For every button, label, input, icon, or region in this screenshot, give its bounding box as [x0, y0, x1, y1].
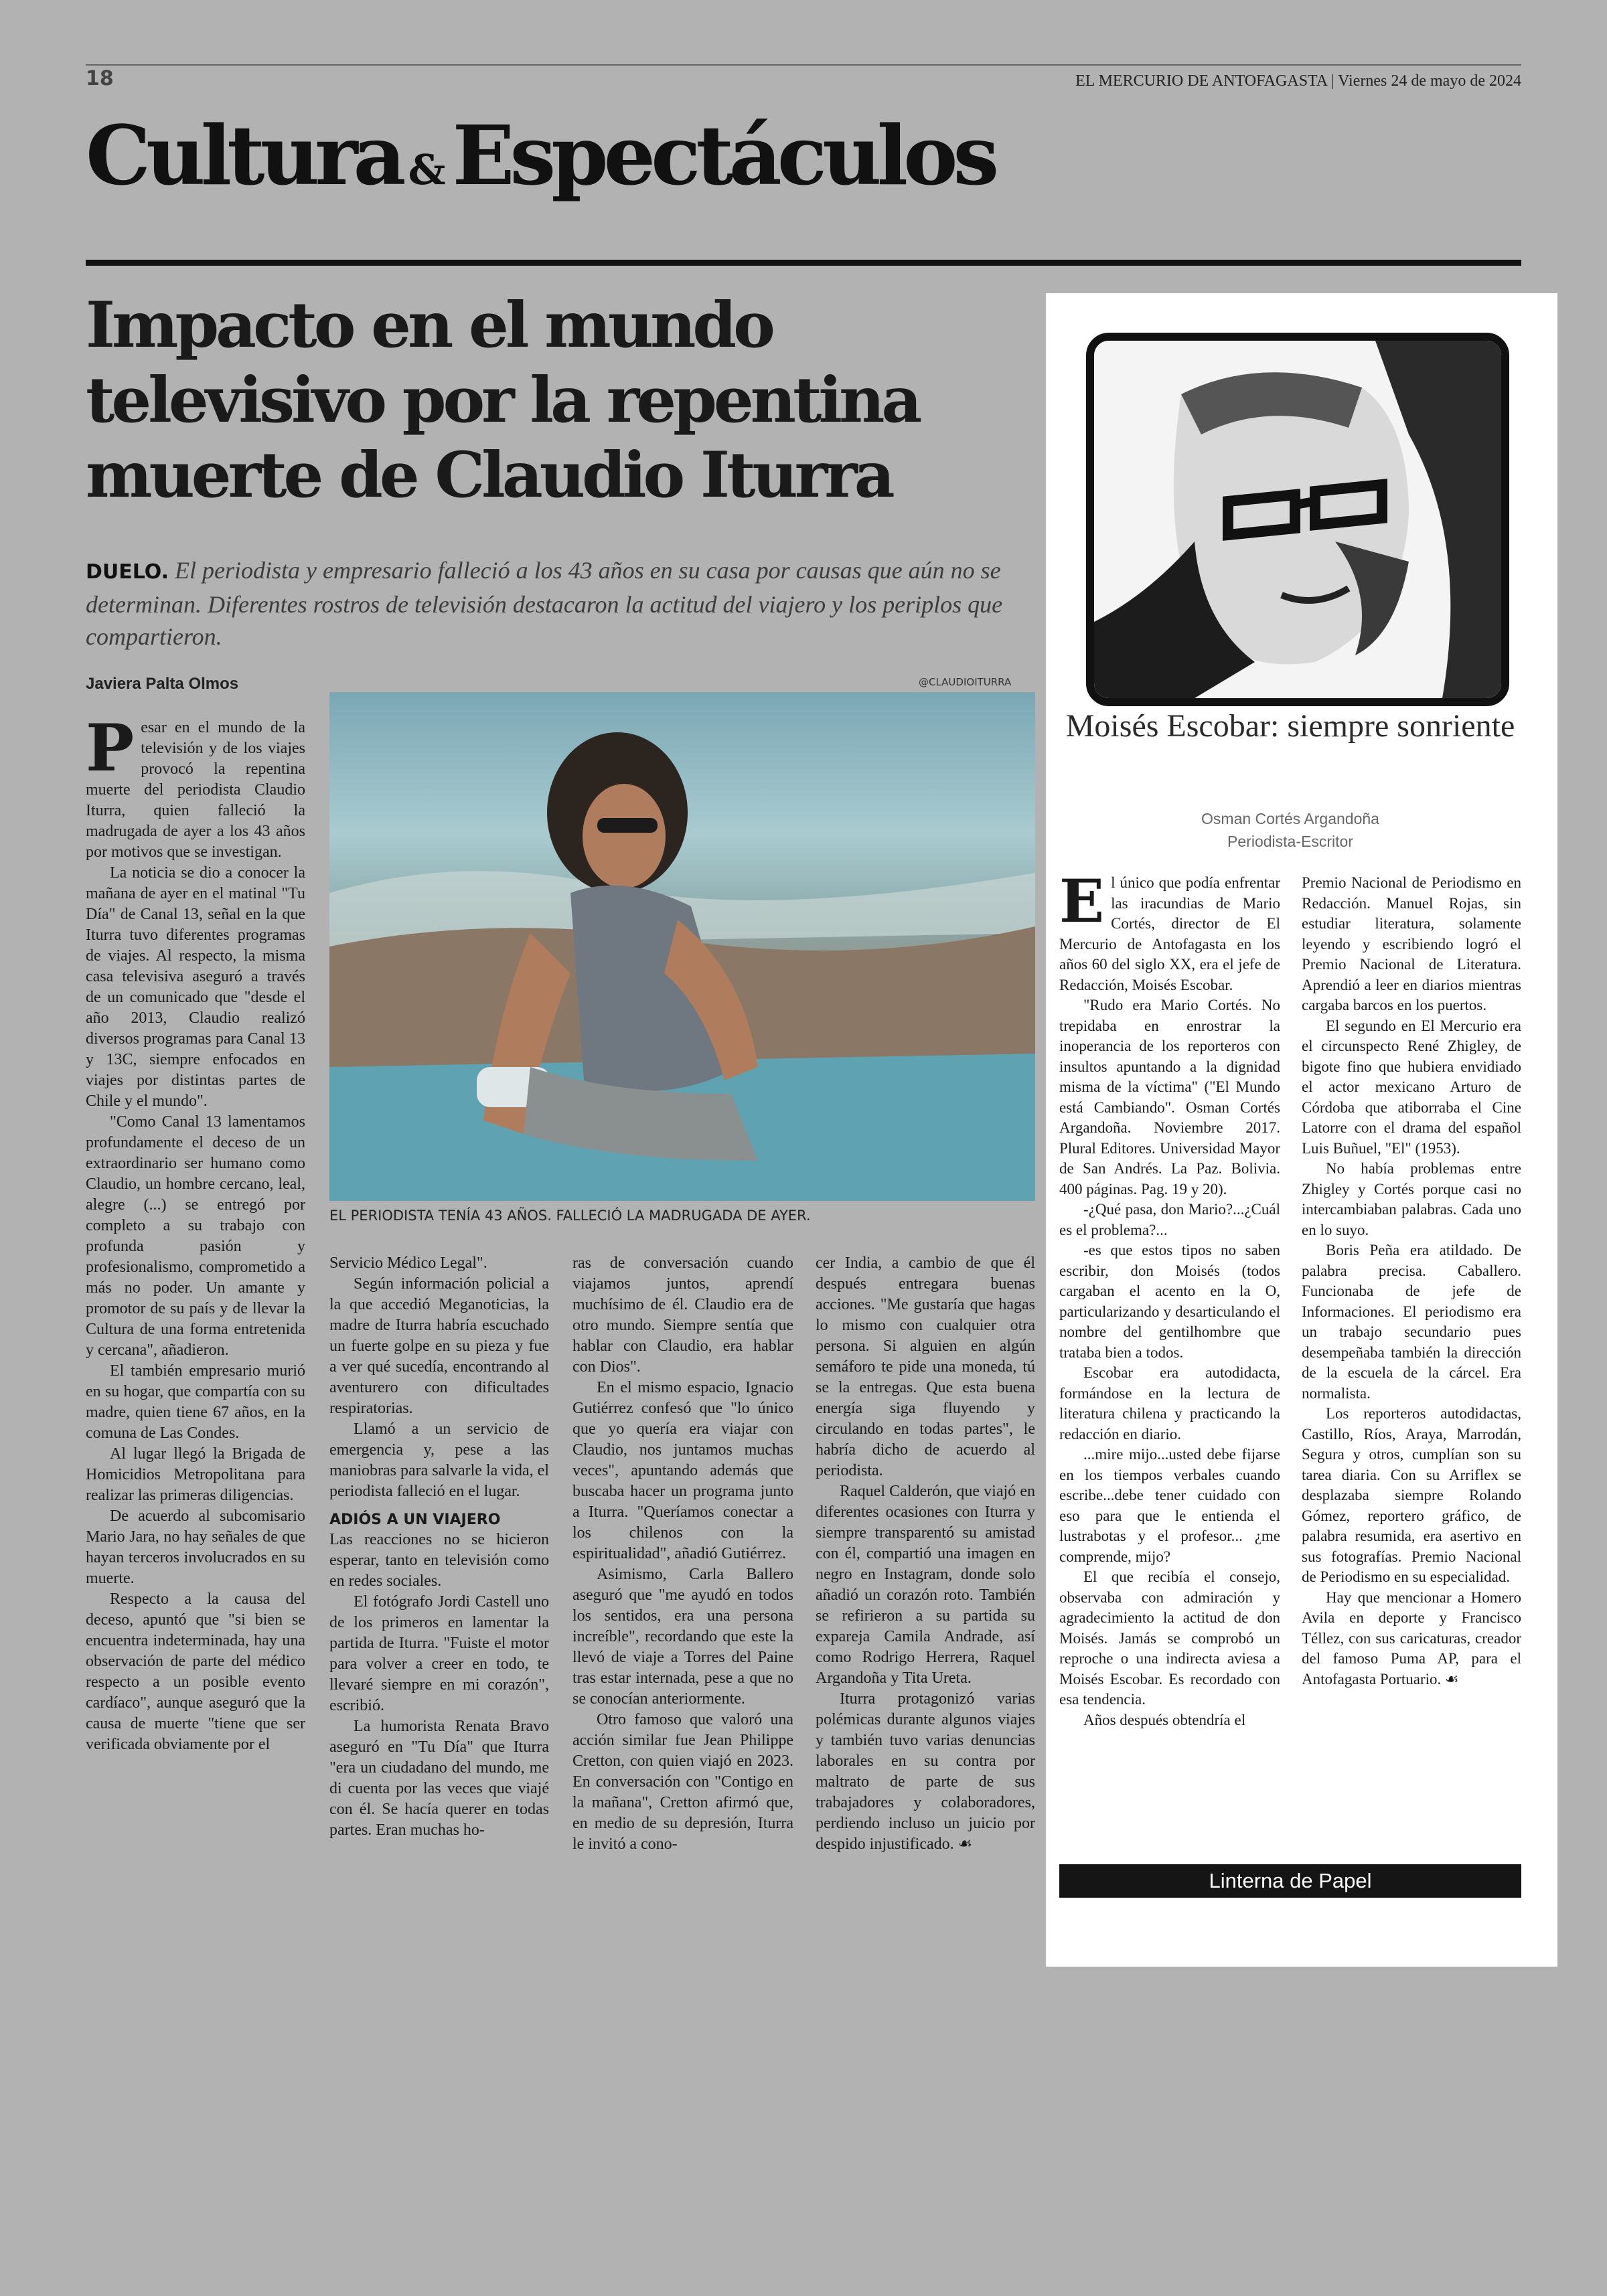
portrait-illustration: [1094, 341, 1501, 698]
paragraph: Llamó a un servicio de emergencia y, pese a las maniobras para salvarle la vida, el periodista falleció en el lugar.: [329, 1420, 549, 1500]
paragraph: -es que estos tipos no saben escribir, don Moisés (todos cargaban el acento en la O, particularizando y desarticulando el nombre del gentilhombre que trataba bien a todos.: [1059, 1242, 1280, 1361]
paragraph: Respecto a la causa del deceso, apuntó que "si bien se encuentra indeterminada, hay una observación de parte del médico respecto a un posible evento cardíaco", aunque aseguró que la causa de muerte "tiene que ser verificada obviamente por el: [86, 1590, 305, 1753]
column-drop-cap: E: [1059, 866, 1105, 936]
paragraph: La noticia se dio a conocer la mañana de ayer en el matinal "Tu Día" de Canal 13, señal en la que Iturra tuvo diferentes programas de viajes. Al respecto, la misma casa televisiva aseguró a través de un comunicado que "desde el año 2013, Claudio realizó diversos programas para Canal 13 y 13C, siempre enfocados en viajes por distintas partes de Chile y el mundo".: [86, 864, 305, 1110]
column-byline: [1059, 807, 1521, 853]
paragraph: "Rudo era Mario Cortés. No trepidaba en enrostrar la inoperancia de los reporteros con insultos apuntando a la dignidad misma de la víctima" ("El Mundo está Cambiando". Osman Cortés Argandoña. Noviembre 2017. Plural Editores. Universidad Mayor de San Andrés. La Paz. Bolivia. 400 páginas. Pag. 19 y 20).: [1059, 997, 1280, 1198]
article-photo: [329, 692, 1035, 1201]
paragraph: No había problemas entre Zhigley y Cortés porque casi no intercambiaban palabras. Cada uno en lo suyo.: [1302, 1160, 1521, 1238]
article-author: Javiera Palta Olmos: [86, 675, 239, 693]
author-portrait: [1086, 333, 1509, 706]
paragraph: El segundo en El Mercurio era el circunspecto René Zhigley, de bigote fino que hubiera envidiado el actor mexicano Arturo de Córdoba que atiborraba el Cine Latorre con el drama del español Luis Buñuel, "El" (1953).: [1302, 1017, 1521, 1157]
column-footer-bar: Linterna de Papel: [1059, 1864, 1521, 1898]
paragraph: De acuerdo al subcomisario Mario Jara, no hay señales de que hayan terceros involucrados en su muerte.: [86, 1507, 305, 1587]
paragraph: Al lugar llegó la Brigada de Homicidios Metropolitana para realizar las primeras diligencias.: [86, 1445, 305, 1504]
article-lead-text: El periodista y empresario falleció a los 43 años en su casa por causas que aún no se determinan. Diferentes rostros de televisión destacaron la actitud del viajero y los periplos que compartieron.: [86, 557, 1003, 650]
article-headline: Impacto en el mundo televisivo por la repentina muerte de Claudio Iturra: [86, 289, 919, 512]
paragraph: ...mire mijo...usted debe fijarse en los tiempos verbales cuando escribe...debe tener cuidado con eso para que le entienda el lustrabotas y el profesor... ¿me comprende, mijo?: [1059, 1446, 1280, 1565]
article-column-1: [86, 710, 305, 1755]
column-author-role: Periodista-Escritor: [1227, 833, 1353, 850]
paragraph: ras de conversación cuando viajamos juntos, aprendí muchísimo de él. Claudio era de otro mundo. Siempre sentía que hablar con Claudio, era hablar con Dios".: [572, 1254, 793, 1376]
paragraph: "Como Canal 13 lamentamos profundamente el deceso de un extraordinario ser humano como Claudio, un hombre cercano, leal, alegre (...) se entregó por completo a su trabajo con profunda pasión y profesionalismo, comprometido a más no poder. Un amante y promotor de su país y de llevar la Cultura de una forma entretenida y cercana", añadieron.: [86, 1113, 305, 1359]
column-title: Moisés Escobar: siempre sonriente: [1065, 708, 1515, 744]
paragraph: Según información policial a la que accedió Meganoticias, la madre de Iturra habría escuchado un fuerte golpe en su pieza y fue a ver qué sucedía, encontrando al aventurero con dificultades respiratorias.: [329, 1275, 549, 1417]
article-column-3: [572, 1253, 793, 1855]
top-rule: [86, 64, 1521, 66]
paragraph: Escobar era autodidacta, formándose en la lectura de literatura chilena y practicando la redacción en diario.: [1059, 1364, 1280, 1443]
paragraph: Años después obtendría el: [1083, 1711, 1246, 1728]
paragraph: Asimismo, Carla Ballero aseguró que "me ayudó en todos los sentidos, era una persona increíble", recordando que este la llevó de viaje a Torres del Paine tras estar internada, pese a que no se conocían anteriormente.: [572, 1566, 793, 1708]
paragraph: El que recibía el consejo, observaba con admiración y agradecimiento la actitud de don Moisés. Jamás se comprobó un reproche o una indirecta aviesa a Moisés Escobar. Es recordado con esa tendencia.: [1059, 1568, 1280, 1708]
paragraph: La humorista Renata Bravo aseguró en "Tu Día" que Iturra "era un ciudadano del mundo, me di cuenta por las veces que viajé con él. Se hacía querer en todas partes. Eran muchas ho-: [329, 1718, 549, 1839]
article-lead: [86, 554, 1037, 653]
article-column-4: [816, 1253, 1035, 1855]
paragraph: Boris Peña era atildado. De palabra precisa. Caballero. Funcionaba de jefe de Informaciones. El periodismo era un trabajo secundario pues desempeñaba también la dirección de la escuela de la cárcel. Era normalista.: [1302, 1242, 1521, 1402]
article-first-paragraph: [86, 710, 305, 863]
section-ampersand: &: [408, 145, 446, 194]
paragraph: Hay que mencionar a Homero Avila en deporte y Francisco Téllez, con sus caricaturas, creador del famoso Puma AP, para el Antofagasta Portuario. ☙: [1302, 1588, 1521, 1688]
paragraph: -¿Qué pasa, don Mario?...¿Cuál es el problema?...: [1059, 1201, 1280, 1238]
first-paragraph-text: l único que podía enfrentar las iracundias de Mario Cortés, director de El Mercurio de Antofagasta en los años 60 del siglo XX, era el jefe de Redacción, Moisés Escobar.: [1059, 874, 1280, 993]
column-text-1: [1059, 866, 1280, 1730]
photo-credit: @CLAUDIOITURRA: [919, 676, 1012, 688]
section-word-1: Cultura: [86, 107, 402, 203]
first-paragraph-text: esar en el mundo de la televisión y de los viajes provocó la repentina muerte del periodista Claudio Iturra, quien falleció la madrugada de ayer a los 43 años por motivos que se investigan.: [86, 719, 305, 861]
article-kicker: DUELO.: [86, 560, 169, 584]
paragraph: Otro famoso que valoró una acción similar fue Jean Philippe Cretton, con quien viajó en 2023. En conversación con "Contigo en la mañana", Cretton afirmó que, en medio de su depresión, Iturra le invitó a cono-: [572, 1711, 793, 1853]
drop-cap: P: [86, 710, 135, 786]
paragraph: El también empresario murió en su hogar, que compartía con su madre, quien tiene 67 años, en la comuna de Las Condes.: [86, 1362, 305, 1442]
section-rule: [86, 260, 1521, 266]
column-text-2: [1302, 873, 1521, 1690]
paragraph: Las reacciones no se hicieron esperar, tanto en televisión como en redes sociales.: [329, 1531, 549, 1590]
column-first-paragraph: [1059, 866, 1280, 995]
paragraph: Premio Nacional de Periodismo en Redacción. Manuel Rojas, sin estudiar literatura, solamente leyendo y escribiendo logró el Premio Nacional de Literatura. Aprendió a leer en diarios mientras cargaba barcos en los puertos.: [1302, 874, 1521, 1013]
paragraph: En el mismo espacio, Ignacio Gutiérrez confesó que "lo único que yo quería era viajar con Claudio, nos juntamos muchas veces", apuntando además que buscaba hacer un programa junto a Iturra. "Queríamos conectar a los chilenos con la espiritualidad", añadió Gutiérrez.: [572, 1379, 793, 1562]
column-author: Osman Cortés Argandoña: [1201, 810, 1379, 827]
photo-caption: EL PERIODISTA TENÍA 43 AÑOS. FALLECIÓ LA MADRUGADA DE AYER.: [329, 1208, 811, 1224]
section-word-2: Espectáculos: [452, 107, 995, 203]
paragraph: Raquel Calderón, que viajó en diferentes ocasiones con Iturra y siempre transparentó su amistad con él, compartió una imagen en negro en Instagram, donde solo añadió un corazón roto. También se refirieron a su partida su expareja Camila Andrade, así como Rodrigo Herrera, Raquel Argandoña y Tita Ureta.: [816, 1483, 1035, 1687]
paragraph: Los reporteros autodidactas, Castillo, Ríos, Araya, Marrodán, Segura y otros, cumplían son su tarea diaria. Con su Arriflex se desplazaba siempre Rolando Gómez, reportero gráfico, de palabra resumida, era asertivo en sus fotografías. Premio Nacional de Periodismo en su especialidad.: [1302, 1405, 1521, 1585]
subheading: ADIÓS A UN VIAJERO: [329, 1511, 501, 1528]
masthead: EL MERCURIO DE ANTOFAGASTA | Viernes 24 de mayo de 2024: [1075, 72, 1521, 90]
page-number: 18: [86, 67, 114, 90]
article-column-2: [329, 1253, 549, 1841]
paragraph: Servicio Médico Legal".: [329, 1254, 487, 1272]
paragraph: Iturra protagonizó varias polémicas durante algunos viajes y también tuvo varias denuncias laborales en su contra por maltrato de parte de sus trabajadores y colaboradores, perdiendo incluso un juicio por despido injustificado. ☙: [816, 1690, 1035, 1853]
paragraph: El fotógrafo Jordi Castell uno de los primeros en lamentar la partida de Iturra. "Fuiste el motor para volver a creer en todo, te llevaré siempre en mi corazón", escribió.: [329, 1593, 549, 1714]
traveler-photo-illustration: [329, 692, 1035, 1201]
paragraph: cer India, a cambio de que él después entregara buenas acciones. "Me gustaría que hagas lo mismo con cualquier otra persona. Si alguien en algún semáforo te pide una moneda, tú se la entregas. Que esta buena energía siga fluyendo y circulando en todas partes", le habría dicho de acuerdo al periodista.: [816, 1254, 1035, 1479]
section-title: [86, 107, 994, 203]
